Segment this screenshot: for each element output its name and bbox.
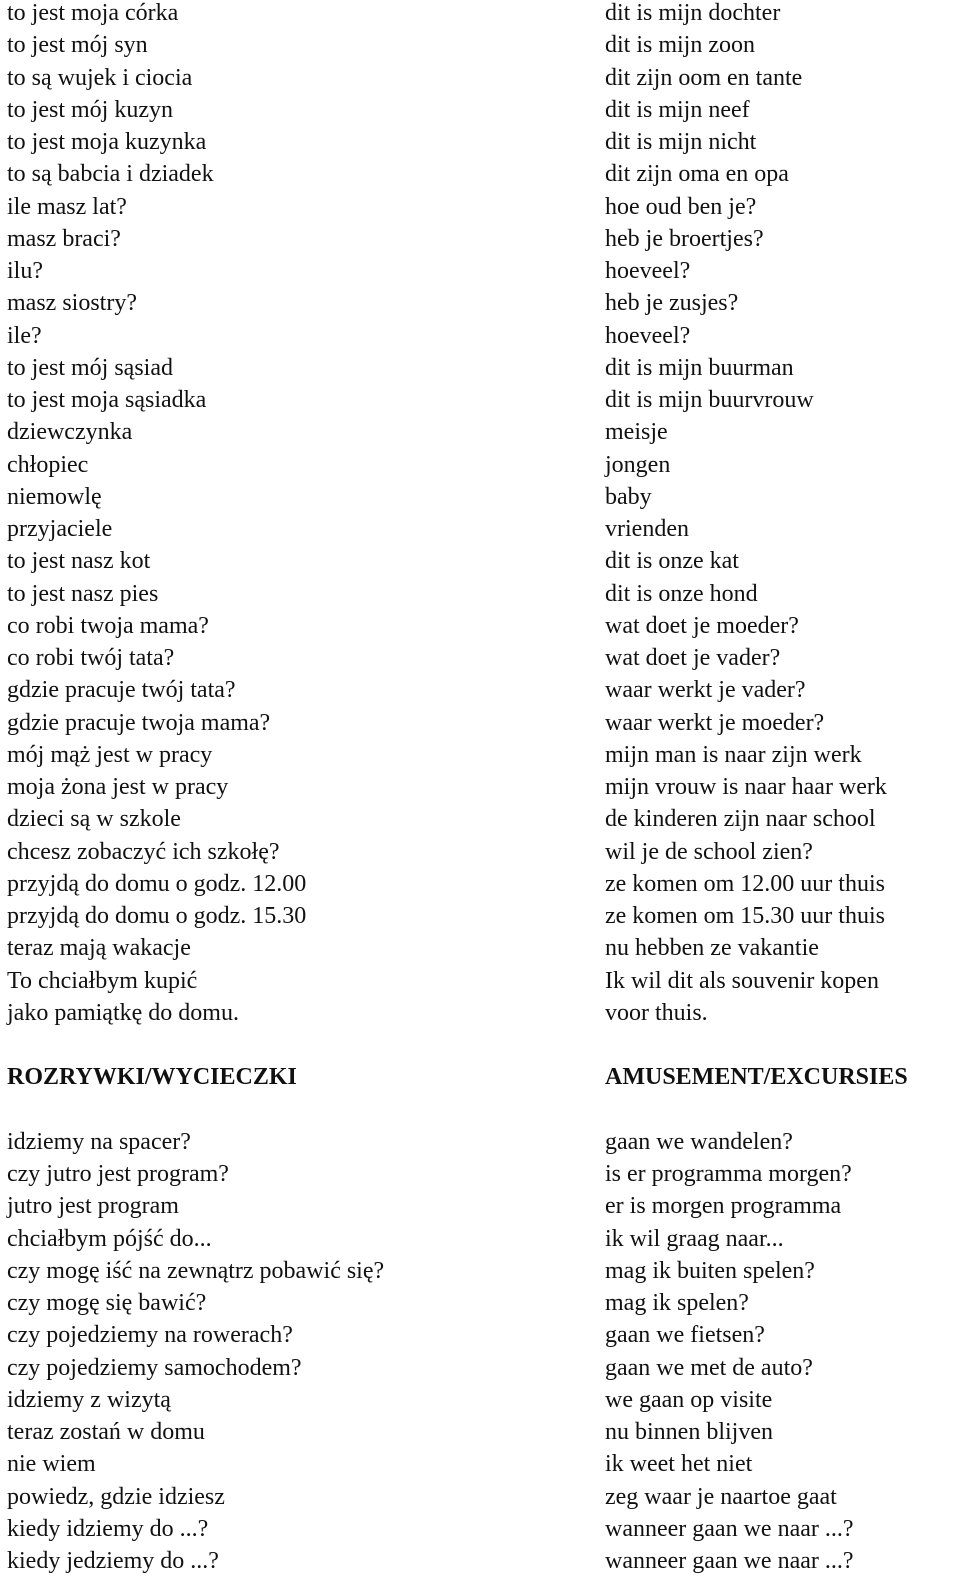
section-heading-nl: AMUSEMENT/EXCURSIES (605, 1064, 908, 1091)
phrase-nl: heb je broertjes? (605, 225, 764, 252)
phrase-pl: chciałbym pójść do... (7, 1225, 212, 1252)
phrase-nl: wat doet je moeder? (605, 612, 799, 639)
phrase-nl: baby (605, 483, 652, 510)
phrase-nl: mag ik buiten spelen? (605, 1257, 815, 1284)
phrase-nl: dit is mijn buurvrouw (605, 387, 814, 413)
phrase-nl: dit is mijn nicht (605, 129, 757, 155)
phrase-nl: er is morgen programma (605, 1193, 842, 1220)
phrase-pl: to jest moja córka (7, 0, 179, 26)
phrase-pl: to jest mój syn (7, 32, 148, 59)
phrase-pl: czy mogę się bawić? (7, 1290, 207, 1316)
phrase-pl: to jest moja sąsiadka (7, 387, 207, 413)
phrase-nl: waar werkt je vader? (605, 677, 806, 704)
phrase-nl: is er programma morgen? (605, 1161, 852, 1187)
spacer (605, 1032, 955, 1064)
phrase-pl: to jest moja kuzynka (7, 129, 207, 155)
phrase-pl: czy pojedziemy samochodem? (7, 1354, 302, 1381)
phrase-pl: nie wiem (7, 1451, 96, 1478)
phrase-nl: mijn vrouw is naar haar werk (605, 774, 887, 800)
phrase-nl: dit zijn oom en tante (605, 64, 803, 91)
phrase-pl: to jest nasz kot (7, 548, 151, 575)
phrase-pl: przyjdą do domu o godz. 15.30 (7, 903, 307, 929)
phrase-pl: ilu? (7, 258, 43, 284)
phrase-pl: masz braci? (7, 225, 121, 252)
phrase-nl: heb je zusjes? (605, 290, 739, 317)
phrase-nl: Ik wil dit als souvenir kopen (605, 967, 879, 994)
phrase-pl: czy mogę iść na zewnątrz pobawić się? (7, 1257, 385, 1284)
phrase-pl: masz siostry? (7, 290, 137, 317)
phrase-nl: zeg waar je naartoe gaat (605, 1483, 837, 1510)
phrase-nl: ik wil graag naar... (605, 1225, 784, 1252)
phrase-nl: ze komen om 15.30 uur thuis (605, 903, 885, 929)
phrase-pl: jako pamiątkę do domu. (7, 999, 239, 1026)
phrase-nl: waar werkt je moeder? (605, 709, 825, 736)
phrase-pl: teraz zostań w domu (7, 1419, 205, 1445)
phrase-nl: nu binnen blijven (605, 1419, 773, 1445)
phrase-pl: kiedy jedziemy do ...? (7, 1548, 219, 1574)
phrase-pl: ile masz lat? (7, 193, 127, 220)
phrase-nl: dit is mijn zoon (605, 32, 755, 59)
phrase-pl: jutro jest program (7, 1193, 179, 1220)
phrase-pl: gdzie pracuje twój tata? (7, 677, 236, 704)
phrase-nl: hoe oud ben je? (605, 193, 757, 220)
phrase-pl: chcesz zobaczyć ich szkołę? (7, 838, 280, 865)
phrase-nl: we gaan op visite (605, 1386, 773, 1413)
phrase-nl: wat doet je vader? (605, 645, 781, 671)
phrase-nl: voor thuis. (605, 999, 708, 1026)
phrase-nl: mijn man is naar zijn werk (605, 741, 862, 768)
phrase-nl: mag ik spelen? (605, 1290, 749, 1316)
phrase-pl: dzieci są w szkole (7, 806, 181, 833)
phrase-pl: czy jutro jest program? (7, 1161, 229, 1187)
phrase-nl: gaan we wandelen? (605, 1128, 793, 1155)
phrase-pl: przyjaciele (7, 516, 113, 542)
phrase-pl: czy pojedziemy na rowerach? (7, 1322, 293, 1349)
phrase-pl: przyjdą do domu o godz. 12.00 (7, 870, 307, 897)
phrase-nl: gaan we met de auto? (605, 1354, 813, 1381)
phrase-pl: mój mąż jest w pracy (7, 741, 213, 768)
phrase-nl: dit is mijn neef (605, 96, 750, 123)
phrase-nl: hoeveel? (605, 258, 691, 284)
polish-column (7, 0, 587, 1580)
phrase-pl: idziemy na spacer? (7, 1128, 191, 1155)
phrase-nl: jongen (605, 451, 671, 478)
phrase-nl: ik weet het niet (605, 1451, 753, 1478)
phrase-pl: niemowlę (7, 483, 102, 510)
phrase-pl: gdzie pracuje twoja mama? (7, 709, 271, 736)
phrase-nl: meisje (605, 419, 668, 446)
phrase-pl: to jest nasz pies (7, 580, 159, 607)
phrase-nl: wanneer gaan we naar ...? (605, 1515, 854, 1542)
phrase-pl: idziemy z wizytą (7, 1386, 171, 1413)
phrase-pl: to jest mój sąsiad (7, 354, 173, 381)
spacer (605, 1097, 955, 1129)
phrase-nl: dit is mijn dochter (605, 0, 781, 26)
spacer (7, 1097, 587, 1129)
phrase-nl: hoeveel? (605, 322, 691, 349)
phrase-pl: powiedz, gdzie idziesz (7, 1483, 225, 1510)
phrase-nl: dit zijn oma en opa (605, 161, 789, 188)
phrase-pl: moja żona jest w pracy (7, 774, 229, 800)
phrase-nl: de kinderen zijn naar school (605, 806, 876, 833)
phrase-nl: dit is onze kat (605, 548, 739, 575)
phrase-pl: teraz mają wakacje (7, 935, 191, 962)
phrase-pl: co robi twój tata? (7, 645, 175, 671)
phrase-pl: chłopiec (7, 451, 89, 478)
phrase-pl: to są wujek i ciocia (7, 64, 193, 91)
section-heading-pl: ROZRYWKI/WYCIECZKI (7, 1064, 297, 1091)
phrase-pl: ile? (7, 322, 42, 349)
phrase-nl: dit is onze hond (605, 580, 758, 607)
phrase-pl: To chciałbym kupić (7, 967, 198, 994)
phrase-nl: wanneer gaan we naar ...? (605, 1548, 854, 1574)
phrase-pl: to jest mój kuzyn (7, 96, 173, 123)
phrase-nl: vrienden (605, 516, 689, 542)
phrase-pl: to są babcia i dziadek (7, 161, 214, 188)
phrase-nl: gaan we fietsen? (605, 1322, 765, 1349)
spacer (7, 1032, 587, 1064)
phrase-pl: dziewczynka (7, 419, 133, 446)
phrase-nl: ze komen om 12.00 uur thuis (605, 870, 885, 897)
phrase-nl: wil je de school zien? (605, 838, 813, 865)
phrase-pl: kiedy idziemy do ...? (7, 1515, 209, 1542)
phrase-nl: nu hebben ze vakantie (605, 935, 819, 962)
phrase-pl: co robi twoja mama? (7, 612, 209, 639)
dutch-column (605, 0, 955, 1580)
phrase-nl: dit is mijn buurman (605, 354, 794, 381)
